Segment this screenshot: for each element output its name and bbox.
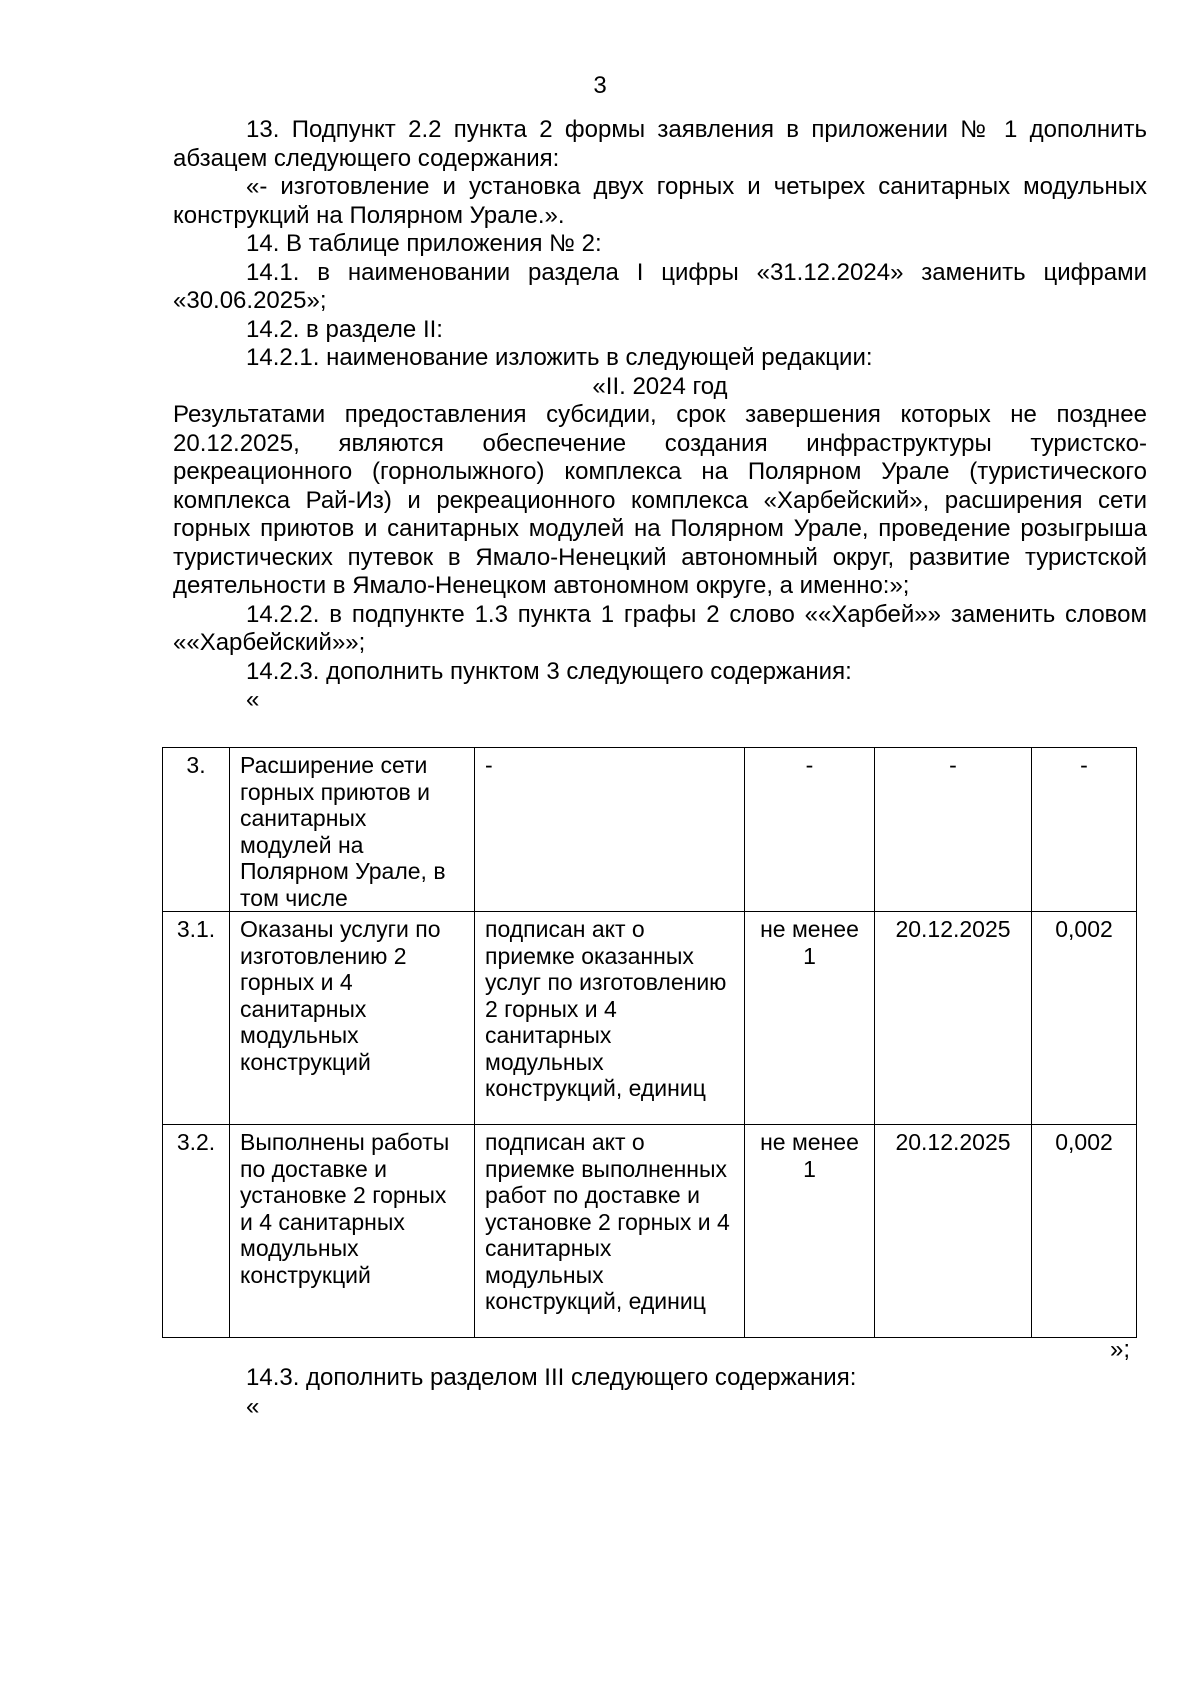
row-quantity: не менее 1 [745, 912, 875, 1125]
row-result: - [475, 748, 745, 912]
paragraph-14-3: 14.3. дополнить разделом III следующего содержания: [246, 1364, 857, 1391]
open-quote-table: « [246, 686, 260, 713]
row-name: Расширение сети горных приютов и санитарных модулей на Полярном Урале, в том числе [230, 748, 475, 912]
row-quantity: - [745, 748, 875, 912]
row-quantity: не менее 1 [745, 1125, 875, 1338]
document-tail [173, 1364, 1147, 1421]
paragraph-14-2-2: 14.2.2. в подпункте 1.3 пункта 1 графы 2 слово ««Харбей»» заменить словом ««Харбейский»»; [173, 600, 1147, 656]
page-number: 3 [593, 72, 607, 99]
row-number: 3. [163, 748, 230, 912]
results-table [162, 747, 1137, 1338]
paragraph-14-1: 14.1. в наименовании раздела I цифры «31.12.2024» заменить цифрами «30.06.2025»; [173, 258, 1147, 314]
row-name: Оказаны услуги по изготовлению 2 горных и 4 санитарных модульных конструкций [230, 912, 475, 1125]
paragraph-13-quote: «- изготовление и установка двух горных и четырех санитарных модульных конструкций на Полярном Урале.». [173, 173, 1147, 229]
table-row [163, 1125, 1137, 1338]
row-result: подписан акт о приемке выполненных работ по доставке и установке 2 горных и 4 санитарных модульных конструкций, единиц [475, 1125, 745, 1338]
row-number: 3.2. [163, 1125, 230, 1338]
paragraph-14-2-3: 14.2.3. дополнить пунктом 3 следующего содержания: [246, 657, 852, 685]
table-row [163, 912, 1137, 1125]
document-body [173, 116, 1147, 715]
row-date: 20.12.2025 [875, 912, 1032, 1125]
section-body: Результатами предоставления субсидии, срок завершения которых не позднее 20.12.2025, являются обеспечение создания инфраструктуры туристско-рекреационного (горнолыжного) комплекса на Полярном Урале (туристического комплекса Рай-Из) и рекреационного комплекса «Харбейский», расширения сети горных приютов и санитарных модулей на Полярном Урале, проведение розыгрыша туристических путевок в Ямало-Ненецкий автономный округ, развитие туристской деятельности в Ямало-Ненецком автономном округе, а именно:»; [173, 401, 1147, 599]
row-value: 0,002 [1032, 1125, 1137, 1338]
closing-quote: »; [1110, 1336, 1131, 1363]
row-value: 0,002 [1032, 912, 1137, 1125]
row-name: Выполнены работы по доставке и установке 2 горных и 4 санитарных модульных конструкций [230, 1125, 475, 1338]
paragraph-13: 13. Подпункт 2.2 пункта 2 формы заявления в приложении № 1 дополнить абзацем следующего содержания: [173, 116, 1147, 172]
paragraph-14: 14. В таблице приложения № 2: [246, 230, 602, 257]
paragraph-14-2-1: 14.2.1. наименование изложить в следующей редакции: [246, 344, 873, 371]
row-number: 3.1. [163, 912, 230, 1125]
row-result: подписан акт о приемке оказанных услуг по изготовлению 2 горных и 4 санитарных модульных конструкций, единиц [475, 912, 745, 1125]
paragraph-14-2: 14.2. в разделе II: [246, 315, 443, 343]
row-date: 20.12.2025 [875, 1125, 1032, 1338]
table-row [163, 748, 1137, 912]
section-title: «II. 2024 год [592, 372, 728, 400]
row-date: - [875, 748, 1032, 912]
row-value: - [1032, 748, 1137, 912]
open-quote-section-3: « [246, 1392, 260, 1420]
